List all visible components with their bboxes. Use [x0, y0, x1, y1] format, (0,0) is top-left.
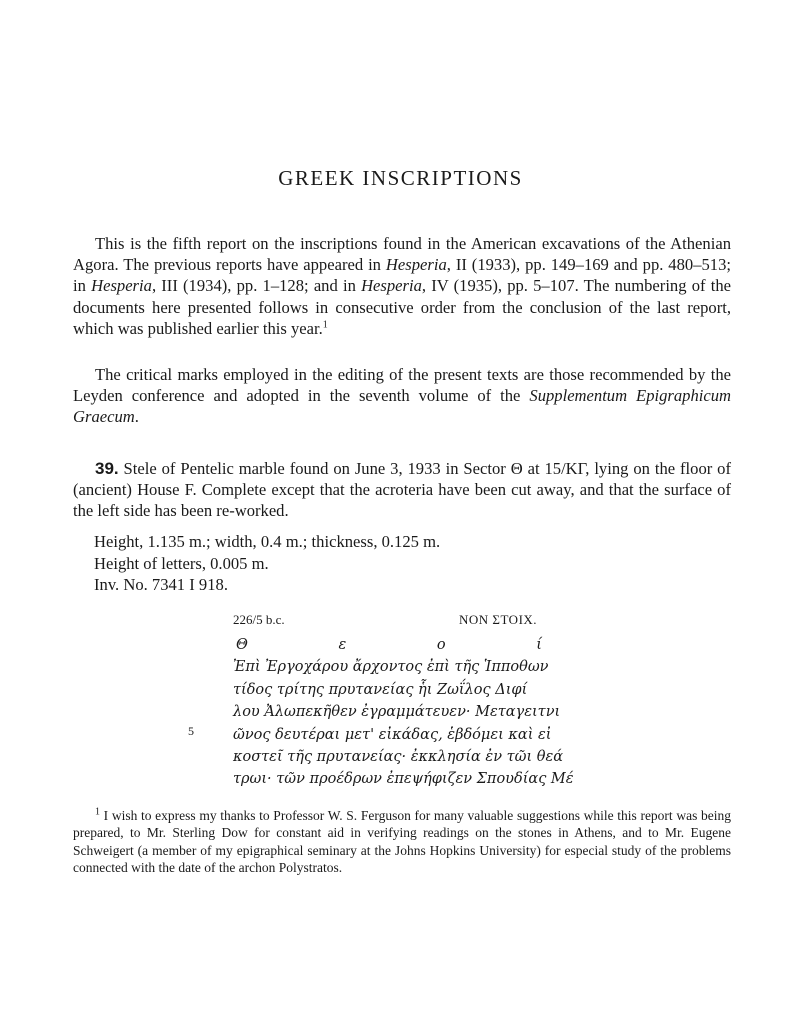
inscription-line: τίδος τρίτης πρυτανείας ἧι Ζωΐλος Διφί [233, 681, 528, 698]
inscription-letter: ί [536, 637, 542, 653]
inscription-letter: ε [338, 637, 347, 653]
footnote-ref[interactable]: 1 [322, 319, 328, 331]
inscription-style: NON ΣΤΟΙΧ. [459, 612, 538, 627]
intro-text-b: , II (1933), pp. 149–169 and pp. 480–513; in [73, 255, 731, 296]
journal-name: Hesperia [361, 276, 422, 296]
inscription-date: 226/5 b.c. [233, 612, 285, 627]
inscription-line: λου Ἀλωπεκῆθεν ἐγραμμάτευεν· Μεταγειτνι [233, 704, 561, 721]
entry-measurements [94, 531, 440, 596]
line-number: 5 [188, 724, 194, 738]
dimensions: Height, 1.135 m.; width, 0.4 m.; thickness, 0.125 m. [94, 532, 441, 551]
entry-number: 39. [95, 459, 119, 478]
critical-marks-end: . [134, 407, 139, 427]
inscription-line: κοστεῖ τῆς πρυτανείας· ἐκκλησία ἐν τῶι θεά [233, 749, 564, 766]
inscription-letter: ο [436, 637, 446, 653]
inscription-heading [233, 634, 542, 656]
intro-paragraph [73, 233, 731, 339]
intro-text-d: , IV (1935), pp. 5–107. The numbering of the documents here presented follows in consecutive order from the conclusion of the last report, which was published earlier this year. [73, 276, 731, 338]
journal-name: Hesperia [385, 255, 447, 275]
inscription-line: τρωι· τῶν προέδρων ἐπεψήφιζεν Σπουδίας Μέ [233, 771, 574, 788]
inscription-text [233, 634, 574, 791]
inscription-line: Ἐπὶ Ἐργοχάρου ἄρχοντος ἐπὶ τῆς Ἱπποθων [233, 659, 549, 676]
inscription-line: ῶνος δευτέραι μετ' εἰκάδας, ἑβδόμει καὶ εἰ [233, 726, 552, 743]
entry-text: Stele of Pentelic marble found on June 3, 1933 in Sector Θ at 15/ΚΓ, lying on the floor of (ancient) House F. Complete except that the acroteria have been cut away, and that the surface of the left side has been re-worked. [73, 459, 731, 521]
journal-name: Hesperia [91, 276, 152, 296]
intro-text-c: , III (1934), pp. 1–128; and in [151, 276, 362, 296]
intro-text-a: This is the fifth report on the inscriptions found in the American excavations of the Athenian Agora. The previous reports have appeared in [73, 234, 731, 275]
footnote-marker: 1 [95, 806, 100, 818]
footnote-text: I wish to express my thanks to Professor W. S. Ferguson for many valuable suggestions while this report was being prepared, to Mr. Sterling Dow for constant aid in verifying readings on the stones in Athens, and to Mr. Eugene Schweigert (a member of my epigraphical seminary at the Johns Hopkins University) for especial study of the problems connected with the date of the archon Polystratos. [73, 808, 731, 876]
inventory-number: Inv. No. 7341 I 918. [94, 575, 228, 594]
inscription-letter: Θ [236, 637, 248, 653]
critical-marks-text: The critical marks employed in the editing of the present texts are those recommended by the Leyden conference and adopted in the seventh volume of the [73, 365, 731, 406]
footnote [73, 807, 731, 877]
critical-marks-paragraph [73, 364, 731, 428]
seg-title: Supplementum Epigraphicum Graecum [73, 386, 731, 427]
entry-description [73, 458, 731, 522]
page-title: GREEK INSCRIPTIONS [278, 166, 523, 190]
letter-height: Height of letters, 0.005 m. [94, 553, 269, 573]
